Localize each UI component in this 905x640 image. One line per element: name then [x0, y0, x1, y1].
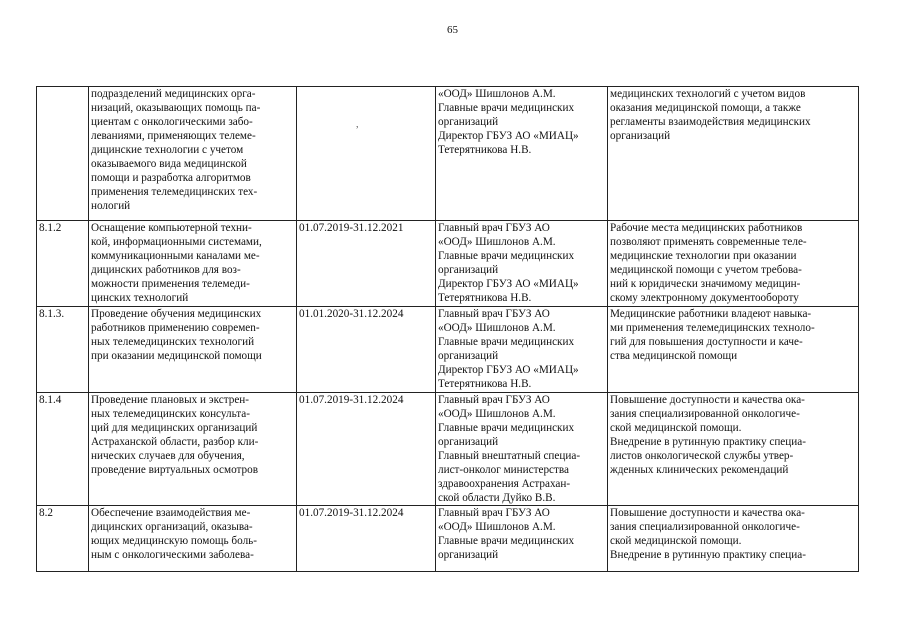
result-line: зания специализированной онкологиче- — [610, 521, 800, 533]
responsible-line: Главный врач ГБУЗ АО — [438, 507, 550, 519]
result-line: Рабочие места медицинских работников — [610, 222, 803, 234]
result-line: Внедрение в рутинную практику специа- — [610, 436, 806, 448]
responsible-line: организаций — [438, 549, 499, 561]
result-line: Медицинские работники владеют навыка- — [610, 308, 812, 320]
event-line: при оказании медицинской помощи — [91, 350, 262, 362]
result-line: оказания медицинской помощи, а также — [610, 102, 801, 114]
row-number-text: 8.2 — [39, 507, 53, 519]
event-line: проведение виртуальных осмотров — [91, 464, 259, 476]
responsible-line: Главные врачи медицинских — [438, 422, 575, 434]
event-line: подразделений медицинских орга- — [91, 88, 256, 100]
period-text: 01.07.2019-31.12.2021 — [299, 222, 404, 234]
event-line: циентам с онкологическими забо- — [91, 116, 253, 128]
responsible-line: ской области Дуйко В.В. — [438, 492, 556, 504]
event-line: Обеспечение взаимодействия ме- — [91, 507, 251, 519]
event-line: цинских технологий — [91, 292, 189, 304]
event-line: ных телемедицинских технологий — [91, 336, 255, 348]
responsible-cell — [436, 393, 608, 506]
responsible-cell — [436, 87, 608, 221]
event-line: Астраханской области, разбор кли- — [91, 436, 259, 448]
event-cell — [89, 221, 297, 307]
responsible-line: Директор ГБУЗ АО «МИАЦ» — [438, 364, 579, 376]
table-row — [37, 221, 859, 307]
result-line: ства медицинской помощи — [610, 350, 738, 362]
result-line: позволяют применять современные теле- — [610, 236, 807, 248]
result-line: листов онкологической службы утвер- — [610, 450, 794, 462]
event-line: кой, информационными системами, — [91, 236, 262, 248]
responsible-line: Тетерятникова Н.В. — [438, 378, 532, 390]
responsible-cell — [436, 221, 608, 307]
row-number-cell — [37, 87, 89, 221]
event-line: ций для медицинских организаций — [91, 422, 258, 434]
responsible-line: организаций — [438, 116, 499, 128]
event-line: нических случаев для обучения, — [91, 450, 245, 462]
event-line: нологий — [91, 200, 131, 212]
result-cell — [608, 221, 859, 307]
table-row — [37, 506, 859, 572]
result-line: ми применения телемедицинских техноло- — [610, 322, 815, 334]
responsible-line: «ООД» Шишлонов А.М. — [438, 88, 556, 100]
period-cell — [297, 393, 436, 506]
responsible-line: Главный внештатный специа- — [438, 450, 581, 462]
responsible-line: «ООД» Шишлонов А.М. — [438, 236, 556, 248]
table-row — [37, 393, 859, 506]
table-row — [37, 87, 859, 221]
result-line: ской медицинской помощи. — [610, 422, 742, 434]
responsible-line: Главный врач ГБУЗ АО — [438, 308, 550, 320]
responsible-line: «ООД» Шишлонов А.М. — [438, 521, 556, 533]
responsible-cell — [436, 506, 608, 572]
event-line: Проведение обучения медицинских — [91, 308, 262, 320]
period-text: 01.07.2019-31.12.2024 — [299, 394, 404, 406]
responsible-line: Тетерятникова Н.В. — [438, 292, 532, 304]
result-line: Повышение доступности и качества ока- — [610, 394, 805, 406]
event-line: применения телемедицинских тех- — [91, 186, 258, 198]
result-cell — [608, 87, 859, 221]
result-line: регламенты взаимодействия медицинских — [610, 116, 811, 128]
responsible-line: Главный врач ГБУЗ АО — [438, 394, 550, 406]
event-line: леваниями, применяющих телеме- — [91, 130, 256, 142]
event-line: дицинских организаций, оказыва- — [91, 521, 253, 533]
event-line: можности применения телемеди- — [91, 278, 250, 290]
result-cell — [608, 506, 859, 572]
row-number-cell — [37, 393, 89, 506]
responsible-line: Тетерятникова Н.В. — [438, 144, 532, 156]
result-line: Повышение доступности и качества ока- — [610, 507, 805, 519]
event-line: низаций, оказывающих помощь па- — [91, 102, 261, 114]
row-number-text: 8.1.4 — [39, 394, 62, 406]
responsible-line: Главные врачи медицинских — [438, 535, 575, 547]
period-text: 01.07.2019-31.12.2024 — [299, 507, 404, 519]
result-cell — [608, 393, 859, 506]
period-cell — [297, 87, 436, 221]
event-line: коммуникационными каналами ме- — [91, 250, 260, 262]
responsible-line: Главный врач ГБУЗ АО — [438, 222, 550, 234]
responsible-line: Главные врачи медицинских — [438, 102, 575, 114]
event-cell — [89, 393, 297, 506]
event-line: ющих медицинскую помощь боль- — [91, 535, 257, 547]
responsible-line: организаций — [438, 350, 499, 362]
responsible-line: здравоохранения Астрахан- — [438, 478, 571, 490]
result-line: ний к юридически значимому медицин- — [610, 278, 801, 290]
result-line: гий для повышения доступности и каче- — [610, 336, 803, 348]
event-line: работников применению совремеn- — [91, 322, 260, 334]
period-cell — [297, 307, 436, 393]
table-row — [37, 307, 859, 393]
event-line: дицинских работников для воз- — [91, 264, 241, 276]
event-cell — [89, 506, 297, 572]
row-number-cell — [37, 506, 89, 572]
event-cell — [89, 87, 297, 221]
event-line: ным с онкологическими заболева- — [91, 549, 254, 561]
event-line: дицинские технологии с учетом — [91, 144, 244, 156]
plan-table — [36, 86, 859, 572]
result-line: медицинских технологий с учетом видов — [610, 88, 806, 100]
result-line: ской медицинской помощи. — [610, 535, 742, 547]
period-text: 01.01.2020-31.12.2024 — [299, 308, 404, 320]
responsible-line: лист-онколог министерства — [438, 464, 570, 476]
event-line: оказываемого вида медицинской — [91, 158, 247, 170]
result-line: организаций — [610, 130, 671, 142]
row-number-text: 8.1.3. — [39, 308, 65, 320]
event-line: помощи и разработка алгоритмов — [91, 172, 251, 184]
plan-table-body — [37, 87, 859, 572]
row-number-text: 8.1.2 — [39, 222, 62, 234]
responsible-line: Главные врачи медицинских — [438, 250, 575, 262]
event-line: Проведение плановых и экстрен- — [91, 394, 250, 406]
responsible-cell — [436, 307, 608, 393]
stray-mark: , — [356, 119, 359, 130]
result-line: медицинские технологии при оказании — [610, 250, 797, 262]
period-cell — [297, 221, 436, 307]
event-line: Оснащение компьютерной техни- — [91, 222, 252, 234]
responsible-line: организаций — [438, 436, 499, 448]
period-cell — [297, 506, 436, 572]
result-line: медицинской помощи с учетом требова- — [610, 264, 802, 276]
responsible-line: Директор ГБУЗ АО «МИАЦ» — [438, 278, 579, 290]
responsible-line: «ООД» Шишлонов А.М. — [438, 322, 556, 334]
result-line: Внедрение в рутинную практику специа- — [610, 549, 806, 561]
result-line: зания специализированной онкологиче- — [610, 408, 800, 420]
responsible-line: Директор ГБУЗ АО «МИАЦ» — [438, 130, 579, 142]
event-line: ных телемедицинских консульта- — [91, 408, 250, 420]
row-number-cell — [37, 307, 89, 393]
responsible-line: Главные врачи медицинских — [438, 336, 575, 348]
responsible-line: организаций — [438, 264, 499, 276]
page-number: 65 — [447, 24, 458, 36]
result-line: скому электронному документообороту — [610, 292, 799, 304]
result-cell — [608, 307, 859, 393]
responsible-line: «ООД» Шишлонов А.М. — [438, 408, 556, 420]
result-line: жденных клинических рекомендаций — [610, 464, 789, 476]
event-cell — [89, 307, 297, 393]
row-number-cell — [37, 221, 89, 307]
